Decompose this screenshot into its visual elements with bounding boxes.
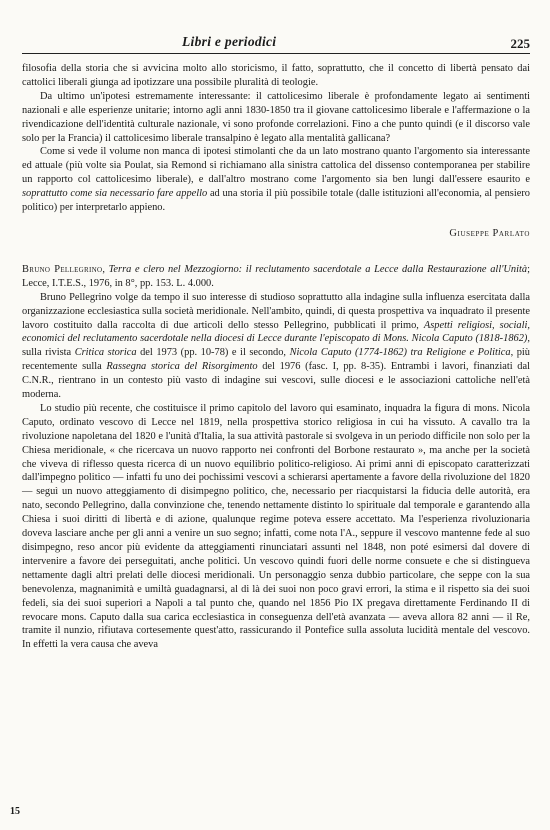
paragraph-3-emphasis: soprattutto come sia necessario fare appello	[22, 188, 208, 200]
page-body	[22, 62, 530, 652]
paragraph-2-text: Da ultimo un'ipotesi estremamente interessante: il cattolicesimo liberale è profondamente legato ai sentimenti nazionali e alle esperienze unitarie; intorno agli anni 1830-1850 tra il giovane cattolicesimo liberale e l'affermazione o la rivendicazione dell'identità culturale nazionale, vi sono profonde correlazioni. Fino a che punto quindi (e il discorso vale solo per la Francia) il cattolicesimo liberale transalpino è legato alla mentalità gallicana?	[22, 90, 530, 144]
review-signature: Giuseppe Parlato	[449, 227, 530, 239]
p4-i: del 1976 (fasc. I, pp. 8-35). Entrambi i lavori, finanziati dal C.N.R., rientrano in un contesto più vasto di indagine sui vescovi, sulle diocesi e le associazioni cattoliche nell'età moderna.	[22, 361, 530, 401]
running-header	[22, 34, 530, 58]
paragraph-3	[22, 145, 530, 215]
p4-c: , sulla rivista	[22, 333, 530, 359]
book-title: Terra e clero nel Mezzogiorno: il reclutamento sacerdotale a Lecce dalla Restaurazione all'Unità	[108, 263, 528, 275]
paragraph-5-text: Lo studio più recente, che costituisce il primo capitolo del lavoro qui esaminato, inquadra la figura di mons. Nicola Caputo, ordinato vescovo di Lecce nel 1819, nella prospettiva storico religiosa in cui ha vissuto. A cavallo tra la rivoluzione napoletana del 1820 e l'unità d'Italia, la sua attività pastorale si svolgeva in un periodo difficile non solo per la Chiesa meridionale, « che ricercava un nuovo rapporto nei confronti del Borbone restaurato », ma anche per la società che viveva di riflesso questa ricerca di un nuovo equilibrio politico-religioso. Ai primi anni di episcopato caratterizzati dall'impegno politico — infatti fu uno dei pochissimi vescovi a schierarsi apertamente a favore della rivoluzione del 1820 — seguì un nuovo atteggiamento di disimpegno politico, che, necessario per riacquistarsi la fiducia delle autorità, era nato, secondo Pellegrino, dalla convinzione che, tenendo nettamente distinto lo spirituale dal temporale e garantendo alla Chiesa i suoi diritti di libertà e di azione, qualunque regime poteva essere accettato. Ma l'esperienza rivoluzionaria doveva lasciare anche per gli anni a venire un suo segno; infatti, come nota l'A., seppure il vescovo mantenne fede al suo disimpegno, reso ancor più evidente da atteggiamenti rinunciatari assunti nel 1848, non poté esimersi dal dovere di intervenire a favore dei perseguitati, anche politici. Un vescovo quindi fuori delle norme consuete e che si distingueva nettamente dagli altri prelati delle diocesi meridionali. Un personaggio senza dubbio particolare, che seppe con la sua benevolenza, magnanimità e umiltà guadagnarsi, al di là dei suoi non poco gravi errori, la stima e il rispetto sia dei suoi fedeli, sia dei suoi superiori a Napoli a tal punto che, quando nel 1856 Pio IX pregava direttamente Ferdinando II di revocare mons. Caputo dalla sua carica ecclesiastica in conseguenza dell'età avanzata — aveva allora 82 anni — il Re, tramite il nunzio, rifiutava cortesemente quest'atto, rassicurando il Pontefice sulla assoluta lucidità mentale del vescovo. In effetti la vera causa che aveva	[22, 402, 530, 651]
paragraph-5	[22, 402, 530, 652]
p4-journal-2: Rassegna storica del Risorgimento	[106, 361, 258, 373]
paragraph-2	[22, 90, 530, 146]
paragraph-4	[22, 291, 530, 402]
bib-separator: ,	[102, 263, 109, 275]
paragraph-1	[22, 62, 530, 90]
page-number: 225	[510, 36, 530, 51]
p4-e: del 1973 (pp. 10-78) e il secondo,	[136, 347, 290, 359]
paragraph-3-text-a: Come si vede il volume non manca di ipotesi stimolanti che da un lato mostrano quanto l'argomento sia interessante ed attuale (più volte sia Poulat, sia Remond si richiamano alla sinistra cattolica del dissenso contemporanea per stabilire un rapporto col cattolicesimo liberale), e dall'altro mostrano come l'argomento sia ben lungi dall'essere esaurito e	[22, 146, 530, 186]
p4-article-title-2: Nicola Caputo (1774-1862) tra Religione e Politica	[289, 347, 511, 359]
p4-journal-1: Critica storica	[74, 347, 137, 359]
header-rule	[22, 53, 530, 54]
p4-article-title-1: Aspetti religiosi, sociali, economici del reclutamento sacerdotale nella diocesi di Lecce durante l'episcopato di Mons. Nicola Caputo (1818-1862)	[22, 319, 530, 345]
p4-a: Bruno Pellegrino volge da tempo il suo interesse di studioso soprattutto alla indagine sulla influenza esercitata dalla organizzazione ecclesiastica sulla società meridionale. Nell'ambito, quindi, di questa prospettiva va inquadrato il presente lavoro costituito dalla raccolta di due articoli dello stesso Pellegrino, pubblicati il primo,	[22, 291, 530, 331]
signature-mark: 15	[10, 806, 20, 817]
paragraph-1-text: filosofia della storia che si avvicina molto allo storicismo, il fatto, soprattutto, che il concetto di libertà pensato dai cattolici liberali giunga ad ipotizzare una possibile pluralità di teologie.	[22, 63, 530, 88]
running-title: Libri e periodici	[182, 34, 277, 49]
bibliographic-entry	[22, 263, 530, 291]
book-author: Bruno Pellegrino	[22, 263, 103, 275]
paragraph-3-text-c: ad una storia il più possibile totale (dalle istituzioni all'economia, al pensiero politico) per interpretarlo appieno.	[22, 188, 530, 214]
book-publication-info: ; Lecce, I.T.E.S., 1976, in 8°, pp. 153. L. 4.000.	[22, 263, 530, 289]
p4-g: , più recentemente sulla	[22, 347, 530, 373]
